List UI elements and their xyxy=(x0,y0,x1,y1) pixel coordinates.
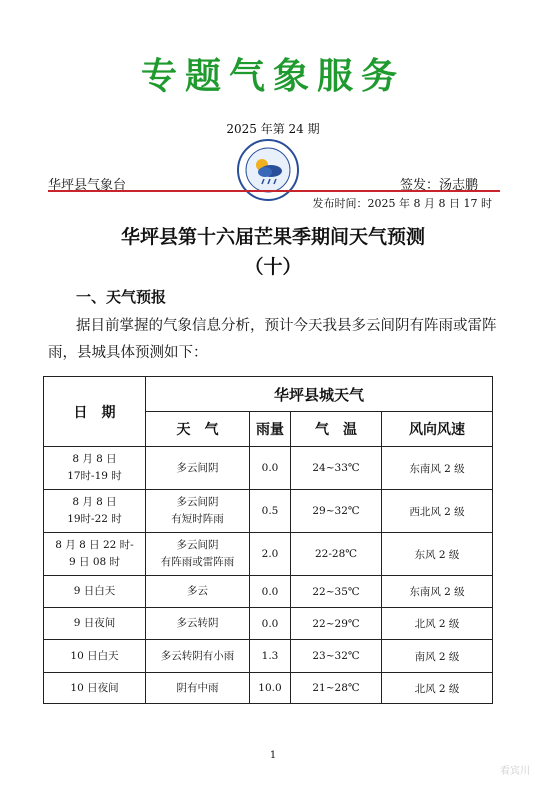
table-row xyxy=(44,640,493,673)
cell-date xyxy=(44,608,146,640)
table-row xyxy=(44,490,493,533)
table-row xyxy=(44,673,493,704)
cell-rain: 2.0 xyxy=(250,533,291,576)
cell-temperature: 24~33℃ xyxy=(291,447,382,490)
cell-rain: 0.0 xyxy=(250,447,291,490)
cell-weather xyxy=(146,608,250,640)
cell-weather xyxy=(146,490,250,533)
col-header-wind: 风向风速 xyxy=(382,412,493,447)
cell-wind: 东南风 2 级 xyxy=(382,447,493,490)
table-row xyxy=(44,576,493,608)
table-row xyxy=(44,533,493,576)
cell-date-line: 9 日白天 xyxy=(73,585,116,597)
meteorological-logo-icon xyxy=(236,138,300,202)
cell-weather-line: 多云 xyxy=(187,585,208,597)
cell-weather-line: 多云间阴 xyxy=(176,496,219,508)
cell-date xyxy=(44,447,146,490)
cell-date-line: 8 月 8 日 xyxy=(72,496,117,508)
page-number: 1 xyxy=(269,750,277,761)
date-column-header: 日 期 xyxy=(44,377,146,447)
forecast-rows xyxy=(44,447,493,704)
cell-weather-line: 多云转阴 xyxy=(176,617,219,629)
signer: 签发：汤志鹏 xyxy=(400,178,479,193)
cell-weather-line: 多云间阴 xyxy=(176,461,219,474)
cell-date xyxy=(44,640,146,673)
cell-weather-line: 多云转阴有小雨 xyxy=(160,649,235,662)
cell-weather xyxy=(146,673,250,704)
cell-weather xyxy=(146,576,250,608)
col-header-weather: 天 气 xyxy=(146,412,250,447)
cell-date-line: 10 日夜间 xyxy=(70,681,119,694)
page-title xyxy=(0,222,546,282)
header-divider xyxy=(48,190,500,192)
section-heading: 一、天气预报 xyxy=(76,288,167,306)
watermark: 看宾川 xyxy=(500,766,530,777)
col-header-rain: 雨量 xyxy=(250,412,291,447)
table-row xyxy=(44,608,493,640)
cell-date xyxy=(44,673,146,704)
title-line-1: 华坪县第十六届芒果季期间天气预测 xyxy=(120,226,425,248)
cell-date-line: 10 日白天 xyxy=(70,649,119,662)
cell-weather-line: 有阵雨或雷阵雨 xyxy=(160,556,235,568)
cell-date-line: 17时-19 时 xyxy=(67,470,122,482)
cell-wind: 东南风 2 级 xyxy=(382,576,493,608)
forecast-table xyxy=(43,376,493,704)
cell-temperature: 22~29℃ xyxy=(291,608,382,640)
cell-wind: 西北风 2 级 xyxy=(382,490,493,533)
cell-temperature: 22~35℃ xyxy=(291,576,382,608)
cell-date-line: 9 日夜间 xyxy=(73,617,116,629)
cell-date xyxy=(44,533,146,576)
cell-date-line: 9 日 08 时 xyxy=(68,556,121,568)
cell-weather-line: 有短时阵雨 xyxy=(171,513,224,525)
title-line-2: （十） xyxy=(244,256,302,278)
cell-temperature: 29~32℃ xyxy=(291,490,382,533)
cell-temperature: 22-28℃ xyxy=(291,533,382,576)
cell-wind: 北风 2 级 xyxy=(382,608,493,640)
cell-date xyxy=(44,490,146,533)
cell-weather xyxy=(146,640,250,673)
cell-temperature: 23~32℃ xyxy=(291,640,382,673)
cell-wind: 东风 2 级 xyxy=(382,533,493,576)
cell-rain: 0.5 xyxy=(250,490,291,533)
cell-date-line: 8 月 8 日 22 时- xyxy=(55,539,134,551)
cell-temperature: 21~28℃ xyxy=(291,673,382,704)
table-row xyxy=(44,447,493,490)
issue-number: 2025 年第 24 期 xyxy=(226,122,320,136)
cell-date xyxy=(44,576,146,608)
cell-date-line: 19时-22 时 xyxy=(67,513,122,525)
cell-date-line: 8 月 8 日 xyxy=(72,453,117,465)
table-caption: 华坪县城天气 xyxy=(146,377,493,412)
cell-rain: 1.3 xyxy=(250,640,291,673)
cell-wind: 北风 2 级 xyxy=(382,673,493,704)
cell-rain: 0.0 xyxy=(250,608,291,640)
cell-wind: 南风 2 级 xyxy=(382,640,493,673)
intro-paragraph xyxy=(48,313,500,367)
cell-weather-line: 阴有中雨 xyxy=(176,681,219,694)
cell-rain: 0.0 xyxy=(250,576,291,608)
cell-weather-line: 多云间阴 xyxy=(176,539,219,551)
cell-weather xyxy=(146,447,250,490)
banner-title: 专题气象服务 xyxy=(140,55,405,97)
issuing-organization: 华坪县气象台 xyxy=(48,178,127,193)
col-header-temperature: 气 温 xyxy=(291,412,382,447)
publish-time: 发布时间：2025 年 8 月 8 日 17 时 xyxy=(312,197,492,210)
intro-text: 据目前掌握的气象信息分析，预计今天我县多云间阴有阵雨或雷阵雨，县城具体预测如下： xyxy=(48,318,497,361)
cell-rain: 10.0 xyxy=(250,673,291,704)
cell-weather xyxy=(146,533,250,576)
